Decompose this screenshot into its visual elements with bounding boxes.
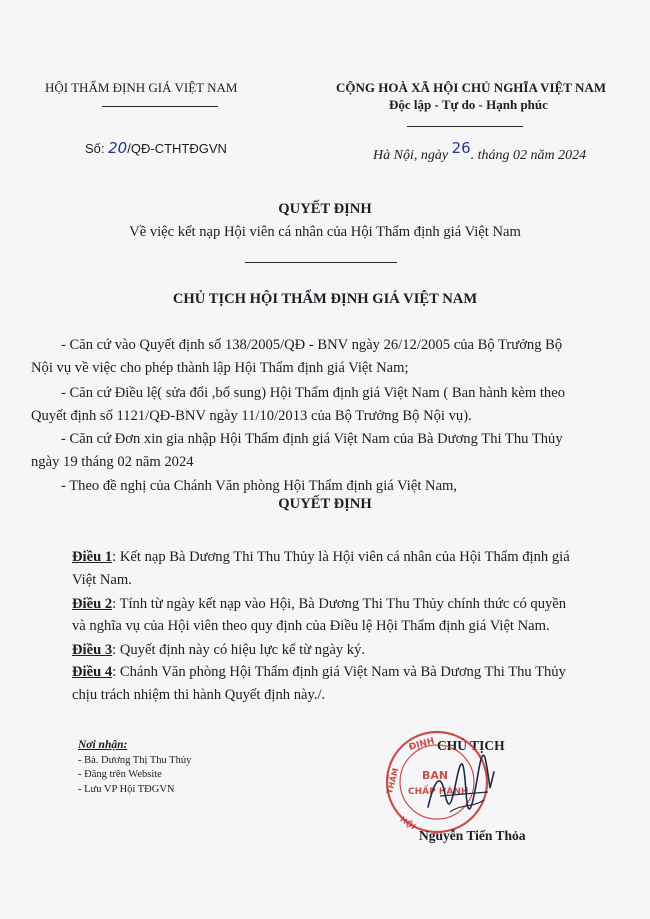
article-2-text: : Tính từ ngày kết nạp vào Hội, Bà Dương Thi Thu Thủy chính thức có quyền — [112, 596, 567, 612]
decision-heading: QUYẾT ĐỊNH — [278, 496, 372, 512]
basis-line-5: - Căn cứ Đơn xin gia nhập Hội Thẩm định giá Việt Nam của Bà Dương Thi Thu Thủy — [61, 431, 563, 447]
authority-heading: CHỦ TỊCH HỘI THẨM ĐỊNH GIÁ VIỆT NAM — [172, 291, 478, 307]
stamp-text-bottom: HỘI — [398, 814, 418, 832]
issue-date: Hà Nội, ngày 26. tháng 02 năm 2024 — [373, 139, 587, 163]
ref-suffix: /QĐ-CTHTĐGVN — [127, 141, 227, 156]
basis-line-7: - Theo đề nghị của Chánh Văn phòng Hội Thẩm định giá Việt Nam, — [61, 478, 458, 494]
basis-line-2: Nội vụ về việc cho phép thành lập Hội Thẩm định giá Việt Nam; — [31, 360, 409, 376]
signer-role: CHỦ TỊCH — [437, 738, 505, 753]
article-4-label: Điều 4 — [72, 664, 113, 680]
date-prefix: Hà Nội, ngày — [373, 148, 449, 163]
basis-line-3: - Căn cứ Điều lệ( sửa đổi ,bổ sung) Hội Thẩm định giá Việt Nam ( Ban hành kèm theo — [61, 385, 566, 401]
recipient-1: - Bà. Dương Thị Thu Thủy — [78, 755, 192, 766]
article-1-label: Điều 1 — [72, 549, 113, 565]
ref-number-handwritten: 20 — [108, 139, 128, 157]
signer-name: Nguyễn Tiến Thỏa — [419, 828, 526, 843]
recipient-2: - Đăng trên Website — [78, 769, 162, 780]
date-suffix: tháng 02 năm 2024 — [477, 148, 587, 163]
basis-line-6: ngày 19 tháng 02 năm 2024 — [31, 454, 194, 470]
article-2-label: Điều 2 — [72, 596, 113, 612]
country-name: CỘNG HOÀ XÃ HỘI CHỦ NGHĨA VIỆT NAM — [336, 80, 607, 95]
basis-line-1: - Căn cứ vào Quyết định số 138/2005/QĐ - BNV ngày 26/12/2005 của Bộ Trưởng Bộ — [61, 337, 563, 353]
handwritten-signature — [420, 752, 500, 822]
article-4-text: : Chánh Văn phòng Hội Thẩm định giá Việt Nam và Bà Dương Thi Thu Thủy — [112, 664, 566, 680]
ref-number — [85, 139, 227, 157]
doc-title: QUYẾT ĐỊNH — [278, 201, 372, 217]
article-4 — [72, 661, 566, 684]
basis-line-4: Quyết định số 1121/QĐ-BNV ngày 11/10/2013 của Bộ Trưởng Bộ Nội vụ). — [31, 408, 472, 424]
stamp-text-center-2: CHẤP HÀNH — [408, 787, 469, 797]
article-3-text: : Quyết định này có hiệu lực kể từ ngày ký. — [112, 642, 366, 658]
article-2 — [72, 593, 566, 616]
article-3-label: Điều 3 — [72, 642, 113, 658]
stamp-text-top: ĐỊNH — [407, 736, 436, 753]
article-1 — [72, 546, 570, 569]
recipient-3: - Lưu VP Hội TĐGVN — [78, 784, 175, 795]
article-4-cont: chịu trách nhiệm thi hành Quyết định này./. — [72, 687, 326, 703]
motto-underline — [407, 126, 523, 127]
doc-subtitle: Về việc kết nạp Hội viên cá nhân của Hội Thẩm định giá Việt Nam — [129, 224, 521, 240]
recipients-title: Nơi nhận: — [78, 739, 128, 751]
article-3 — [72, 639, 365, 662]
stamp-text-left: THẨM — [385, 767, 401, 795]
article-1-text: : Kết nạp Bà Dương Thi Thu Thủy là Hội viên cá nhân của Hội Thẩm định giá — [112, 549, 570, 565]
motto: Độc lập - Tự do - Hạnh phúc — [389, 97, 548, 112]
article-2-cont: và nghĩa vụ của Hội viên theo quy định của Điều lệ Hội Thẩm định giá Việt Nam. — [72, 618, 550, 634]
stamp-text-center: BAN — [422, 769, 449, 782]
org-name: HỘI THẨM ĐỊNH GIÁ VIỆT NAM — [45, 80, 238, 95]
article-1-cont: Việt Nam. — [72, 572, 132, 588]
date-day-handwritten: 26 — [451, 139, 471, 157]
title-divider — [245, 262, 397, 263]
org-underline — [102, 106, 218, 107]
ref-label: Số: — [85, 141, 105, 156]
